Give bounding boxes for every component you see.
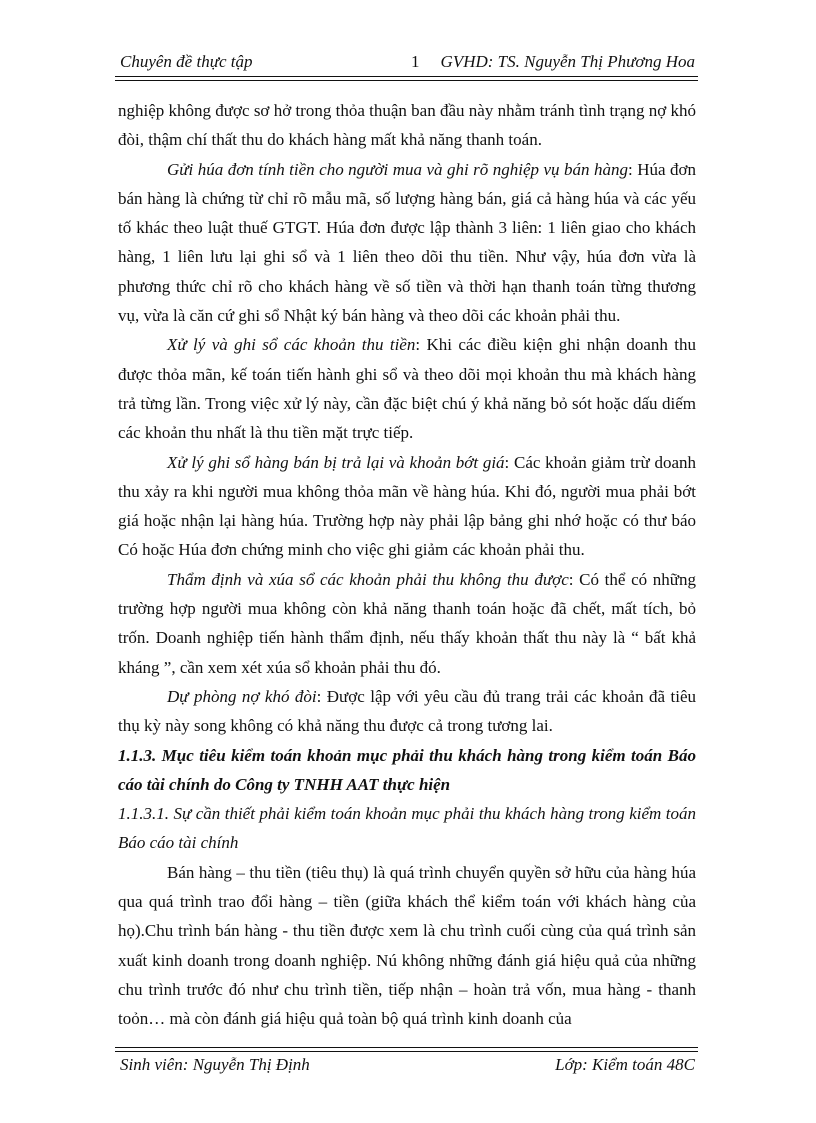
page-number: 1 [411,52,420,71]
footer-student: Sinh viên: Nguyễn Thị Định [120,1055,310,1074]
page-footer [115,1051,698,1079]
paragraph-writeoff-lead: Thẩm định và xúa sổ các khoản phải thu không thu được [167,569,569,589]
paragraph-receipts-lead: Xử lý và ghi sổ các khoản thu tiền [167,335,416,355]
paragraph-continuation: nghiệp không được sơ hở trong thỏa thuận ban đầu này nhằm tránh tình trạng nợ khó đòi, thậm chí thất thu do khách hàng mất khả năng thanh toán. [118,101,696,150]
paragraph-writeoff [118,565,696,682]
footer-rule-thin [115,1047,698,1048]
paragraph-returns [118,448,696,565]
paragraph-invoice-text: : Húa đơn bán hàng là chứng từ chỉ rõ mẫu mã, số lượng hàng bán, giá cả hàng húa và các yếu tố khác theo luật thuế GTGT. Húa đơn được lập thành 3 liên: 1 liên giao cho khách hàng, 1 liên lưu lại ghi sổ và 1 liên theo dõi thu tiền. Như vậy, húa đơn vừa là phương thức chỉ rõ cho khách hàng về số tiền và thời hạn thanh toán từng thương vụ, vừa là căn cứ ghi sổ Nhật ký bán hàng và theo dõi các khoản phải thu. [118,159,696,326]
paragraph-returns-text: : Các khoản giảm trừ doanh thu xảy ra khi người mua không thỏa mãn về hàng húa. Khi đó, người mua phải bớt giá hoặc nhận lại hàng húa. Trường hợp này phải lập bảng ghi nhớ hoặc có thư báo Có hoặc Húa đơn chứng minh cho việc ghi giảm các khoản phải thu. [118,452,696,560]
section-heading-1-1-3-1: 1.1.3.1. Sự cần thiết phải kiểm toán khoản mục phải thu khách hàng trong kiểm toán Báo cáo tài chính [118,804,696,853]
paragraph-invoice [118,155,696,331]
paragraph-receipts [118,330,696,447]
paragraph-provision-lead: Dự phòng nợ khó đòi [167,686,317,706]
section-heading-1-1-3: 1.1.3. Mục tiêu kiểm toán khoản mục phải thu khách hàng trong kiểm toán Báo cáo tài chính do Công ty TNHH AAT thực hiện [118,745,696,794]
paragraph-sales-cycle: Bán hàng – thu tiền (tiêu thụ) là quá trình chuyển quyền sở hữu của hàng húa qua quá trình trao đổi hàng – tiền (giữa khách thể kiểm toán với khách hàng của họ).Chu trình bán hàng - thu tiền được xem là chu trình cuối cùng của quá trình sản xuất kinh doanh trong doanh nghiệp. Nú không những đánh giá hiệu quả của những chu trình trước đó như chu trình tiền, tiếp nhận – hoàn trả vốn, mua hàng - thanh toỏn… mà còn đánh giá hiệu quả toàn bộ quá trình kinh doanh của [118,862,696,1029]
page-header [115,48,698,76]
paragraph-provision [118,682,696,741]
header-supervisor: GVHD: TS. Nguyễn Thị Phương Hoa [440,52,695,71]
paragraph-receipts-text: : Khi các điều kiện ghi nhận doanh thu được thỏa mãn, kế toán tiến hành ghi sổ và theo dõi mọi khoản thu mà khách hàng trả từng lần. Trong việc xử lý này, cần đặc biệt chú ý khả năng bỏ sót hoặc dấu diếm các khoản thu nhất là thu tiền mặt trực tiếp. [118,335,696,443]
document-body [118,96,696,1034]
paragraph-provision-text: : Được lập với yêu cầu đủ trang trải các khoản đã tiêu thụ kỳ này song không có khả năng thu được cả trong tương lai. [118,686,696,736]
paragraph-returns-lead: Xử lý ghi sổ hàng bán bị trả lại và khoản bớt giá [167,452,505,472]
paragraph-invoice-lead: Gửi húa đơn tính tiền cho người mua và ghi rõ nghiệp vụ bán hàng [167,159,629,179]
header-document-type: Chuyên đề thực tập [120,52,253,71]
header-rule-thick [115,76,698,77]
paragraph-writeoff-text: : Có thể có những trường hợp người mua không còn khả năng thanh toán hoặc đã chết, mất tích, bỏ trốn. Doanh nghiệp tiến hành thẩm định, nếu thấy khoản thất thu này là “ bất khả kháng ”, cần xem xét xúa sổ khoản phải thu đó. [118,569,697,677]
header-rule-thin [115,80,698,81]
footer-class: Lớp: Kiểm toán 48C [555,1055,695,1074]
